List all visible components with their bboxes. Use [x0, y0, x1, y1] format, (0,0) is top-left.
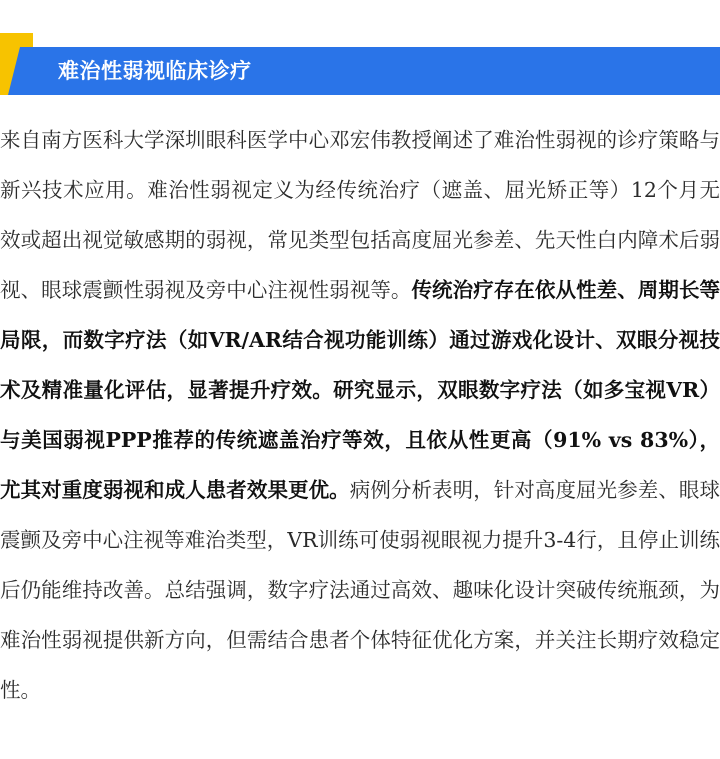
article-body — [0, 115, 720, 715]
section-header — [0, 0, 720, 100]
article-paragraph — [0, 115, 720, 715]
section-title: 难治性弱视临床诊疗 — [58, 59, 252, 83]
conclusion-text: 病例分析表明，针对高度屈光参差、眼球震颤及旁中心注视等难治类型，VR训练可使弱视眼视力提升3-4行，且停止训练后仍能维持改善。总结强调，数字疗法通过高效、趣味化设计突破传统瓶颈，为难治性弱视提供新方向，但需结合患者个体特征优化方案，并关注长期疗效稳定性。 — [0, 478, 720, 702]
intro-text: 来自南方医科大学深圳眼科医学中心邓宏伟教授阐述了难治性弱视的诊疗策略与新兴技术应用。难治性弱视定义为经传统治疗（遮盖、屈光矫正等）12个月无效或超出视觉敏感期的弱视，常见类型包括高度屈光参差、先天性白内障术后弱视、眼球震颤性弱视及旁中心注视性弱视等。 — [0, 128, 720, 302]
highlight-text: 传统治疗存在依从性差、周期长等局限，而数字疗法（如VR/AR结合视功能训练）通过游戏化设计、双眼分视技术及精准量化评估，显著提升疗效。研究显示，双眼数字疗法（如多宝视VR）与美国弱视PPP推荐的传统遮盖治疗等效，且依从性更高（91% vs 83%），尤其对重度弱视和成人患者效果更优。 — [0, 278, 720, 502]
